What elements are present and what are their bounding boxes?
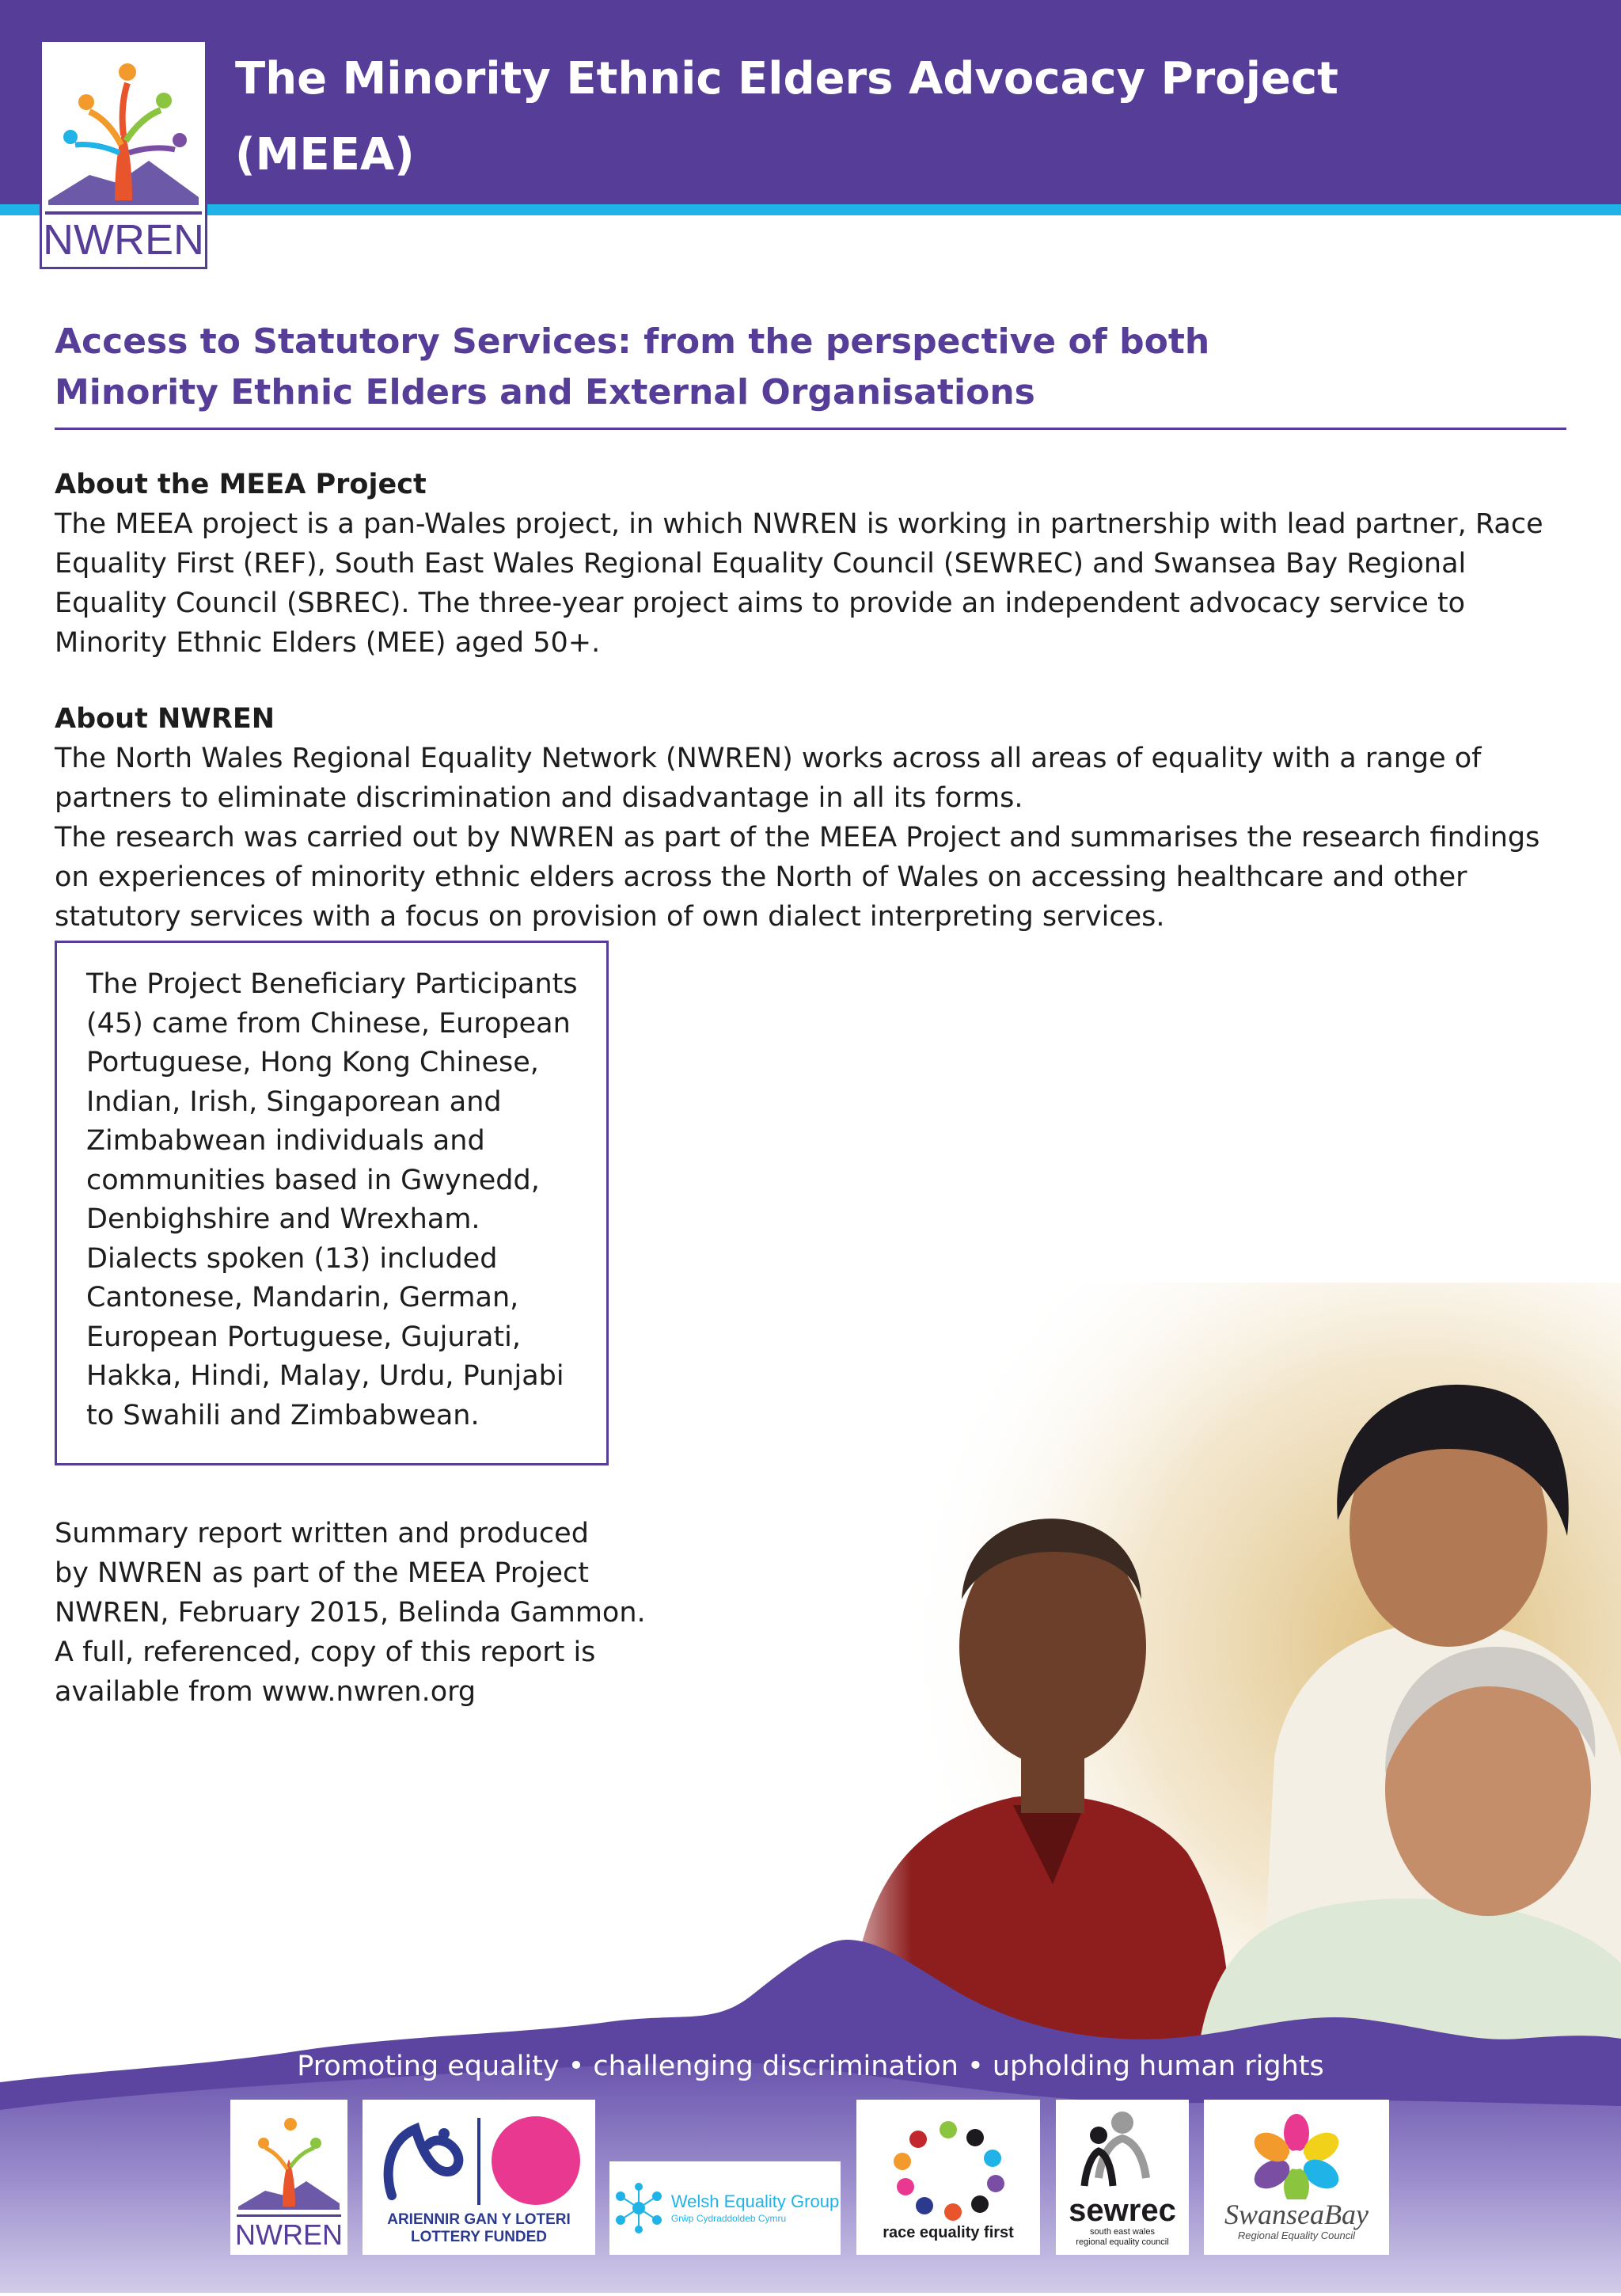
welsh-equality-network-icon (611, 2180, 666, 2236)
lottery-line2: LOTTERY FUNDED (410, 2229, 548, 2245)
sponsor-nwren-text: NWREN (235, 2218, 343, 2251)
project-title-line2: (MEEA) (235, 129, 415, 181)
swansea-bay-sub: Regional Equality Council (1237, 2229, 1356, 2241)
participants-callout-box (55, 941, 609, 1465)
footer-tagline: Promoting equality • challenging discrimination • upholding human rights (297, 2051, 1324, 2082)
sponsor-nwren-logo (230, 2100, 347, 2255)
sponsor-welsh-equality-logo (609, 2161, 841, 2255)
document-title-line2: Minority Ethnic Elders and External Organisations (55, 372, 1035, 412)
about-nwren-heading: About NWREN (55, 703, 275, 735)
swansea-bay-name: SwanseaBay (1224, 2199, 1369, 2230)
welsh-equality-name: Welsh Equality Group (670, 2191, 840, 2211)
sewrec-sub2: regional equality council (1076, 2237, 1169, 2247)
summary-line: A full, referenced, copy of this report is (55, 1636, 596, 1668)
about-meea-section (55, 465, 1566, 663)
flower-petals-icon (1245, 2112, 1348, 2199)
sewrec-sub1: south east wales (1090, 2227, 1155, 2237)
summary-line: by NWREN as part of the MEEA Project (55, 1557, 589, 1589)
about-nwren-text-1: The North Wales Regional Equality Network (NWREN) works across all areas of equality with a range of partners to eliminate discrimination and disadvantage in all its forms. (55, 743, 1482, 814)
sponsor-swansea-bay-logo (1204, 2100, 1389, 2255)
project-title (235, 41, 1343, 193)
summary-line: NWREN, February 2015, Belinda Gammon. (55, 1597, 646, 1629)
about-meea-heading: About the MEEA Project (55, 469, 427, 500)
header-stripe (0, 204, 1621, 215)
sponsor-race-equality-first-logo (856, 2100, 1040, 2255)
about-nwren-section (55, 699, 1566, 937)
summary-credit (55, 1514, 656, 1712)
lottery-crossed-fingers-icon (368, 2108, 590, 2211)
nwren-logo-graphic (42, 42, 205, 267)
nwren-logo (40, 40, 207, 269)
sewrec-figures-icon (1075, 2107, 1170, 2194)
sponsor-lottery-logo (363, 2100, 595, 2255)
project-title-line1: The Minority Ethnic Elders Advocacy Project (235, 53, 1338, 105)
race-equality-first-name: race equality first (883, 2224, 1014, 2241)
title-divider (55, 428, 1566, 430)
participants-callout-text: The Project Beneficiary Participants (45) came from Chinese, European Portuguese, Hong Kong Chinese, Indian, Irish, Singaporean and Zimbabwean individuals and communities based in Gwynedd, Denbighshire and Wrexham. Dialects spoken (13) included Cantonese, Mandarin, German, European Portuguese, Gujurati, Hakka, Hindi, Malay, Urdu, Punjabi to Swahili and Zimbabwean. (86, 968, 578, 1431)
sponsor-sewrec-logo (1056, 2100, 1189, 2255)
summary-line: Summary report written and produced (55, 1518, 589, 1549)
document-title-line1: Access to Statutory Services: from the perspective of both (55, 321, 1210, 362)
welsh-equality-subname: Grŵp Cydraddoldeb Cymru (670, 2213, 787, 2224)
lottery-line1: ARIENNIR GAN Y LOTERI (387, 2211, 571, 2228)
summary-line: available from www.nwren.org (55, 1676, 476, 1708)
hands-circle-icon (869, 2112, 1027, 2223)
about-nwren-text-2: The research was carried out by NWREN as part of the MEEA Project and summarises the research findings on experiences of minority ethnic elders across the North of Wales on accessing healthcare and other statutory services with a focus on provision of own dialect interpreting services. (55, 822, 1540, 933)
about-meea-text: The MEEA project is a pan-Wales project, in which NWREN is working in partnership with lead partner, Race Equality First (REF), South East Wales Regional Equality Council (SEWREC) and Swansea Bay Regional Equality Council (SBREC). The three-year project aims to provide an independent advocacy service to Minority Ethnic Elders (MEE) aged 50+. (55, 508, 1543, 659)
nwren-logo-text: NWREN (43, 216, 204, 264)
document-title (55, 317, 1558, 418)
sewrec-name: sewrec (1069, 2193, 1176, 2228)
